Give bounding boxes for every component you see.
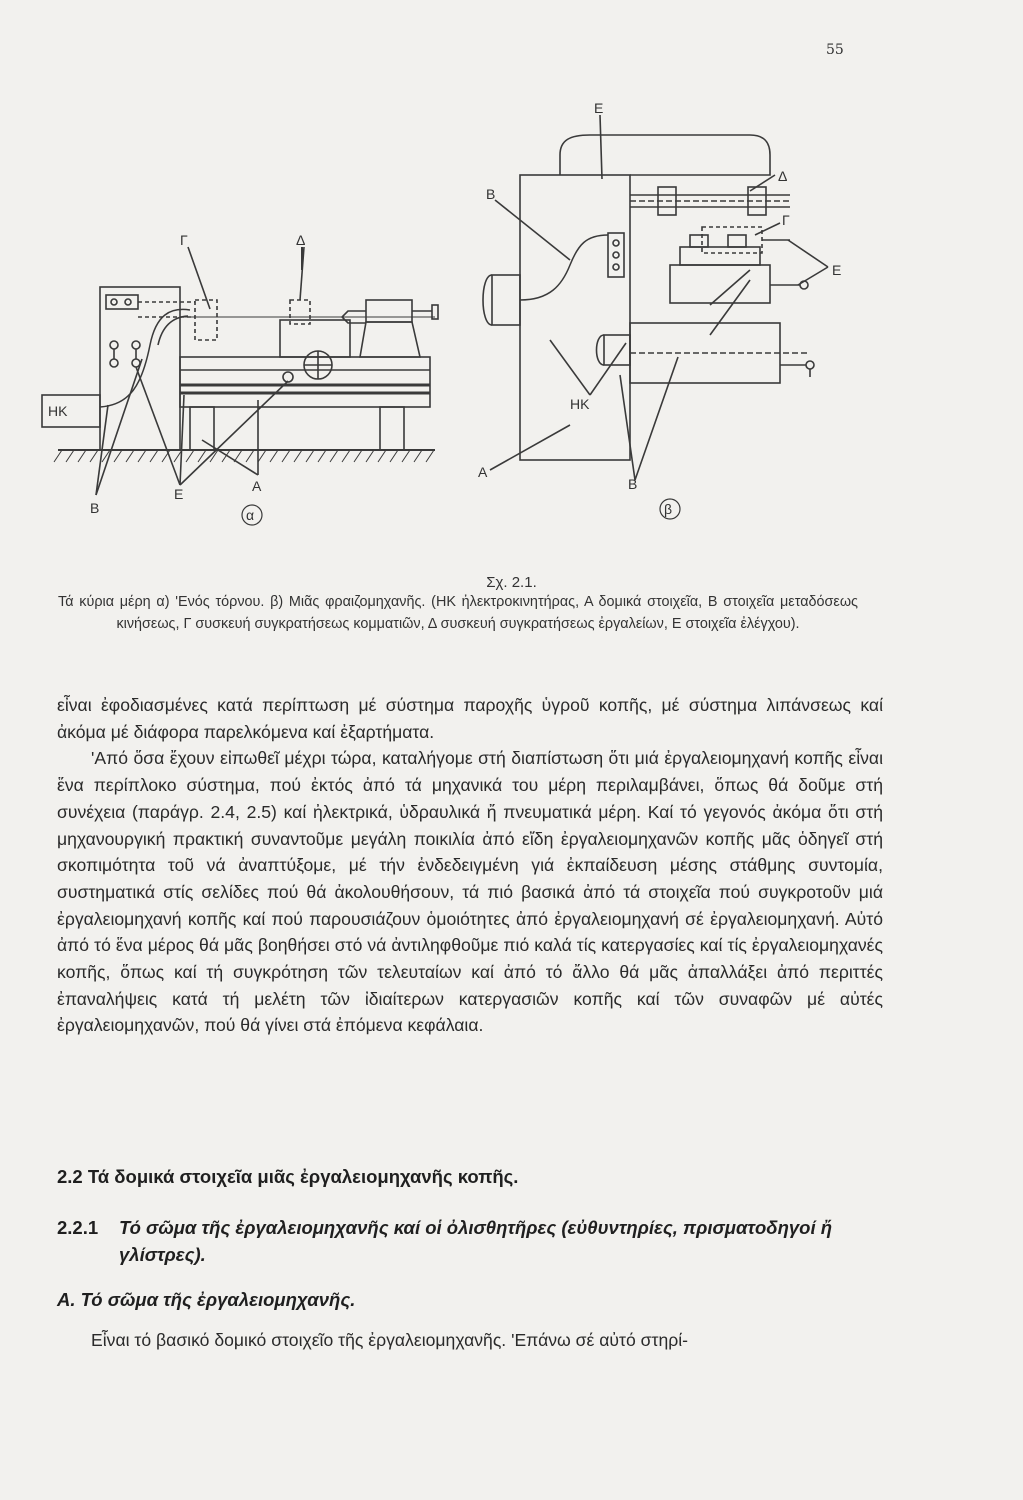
body-text-continued	[57, 1327, 883, 1354]
mill-label-beta-top: Β	[486, 186, 496, 202]
lathe-drawing	[42, 232, 438, 525]
machine-tools-drawing	[30, 95, 900, 555]
mill-drawing	[478, 100, 841, 519]
paragraph-1: εἶναι ἐφοδιασμένες κατά περίπτωση μέ σύστημα παροχῆς ὑγροῦ κοπῆς, μέ σύστημα λιπάνσεως καί ἀκόμα μέ διάφορα παρελκόμενα καί ἐξαρτήματα.	[57, 695, 883, 742]
mill-label-epsilon-right: Ε	[832, 262, 842, 278]
figure-caption-text: Τά κύρια μέρη α) 'Ενός τόρνου. β) Μιᾶς φραιζομηχανῆς. (ΗΚ ἠλεκτροκινητήρας, Α δομικά στοιχεῖα, Β στοιχεῖα μεταδόσεως κινήσεως, Γ συσκευή συγκρατήσεως κομματιῶν, Δ συσκευή συγκρατήσεως ἐργαλείων, Ε στοιχεῖα ἐλέγχου).	[58, 594, 858, 632]
subsubsection-heading: Α. Τό σῶμα τῆς ἐργαλειομηχανῆς.	[57, 1289, 356, 1310]
lathe-label-motor: ΗΚ	[48, 403, 68, 419]
mill-sub-label: β	[664, 501, 673, 517]
paragraph-2: 'Από ὅσα ἔχουν εἰπωθεῖ μέχρι τώρα, καταλήγομε στή διαπίστωση ὅτι μιά ἐργαλειομηχανή κοπῆς εἶναι ἕνα περίπλοκο σύστημα, πού ἐκτός ἀπό τά μηχανικά του μέρη περιλαμβάνει, ὅπως θά δοῦμε στή συνέχεια (παράγρ. 2.4, 2.5) καί ἠλεκτρικά, ὑδραυλικά ἤ πνευματικά μέρη. Καί τό γεγονός ἀκόμα ὅτι στή μηχανουργική πρακτική συναντοῦμε μεγάλη ποικιλία ἀπό εἴδη ἐργαλειομηχανῶν κοπῆς μᾶς ὁδηγεῖ στή σκοπιμότητα τοῦ νά ἀναπτύξομε, μέ τήν ἐνδεδειγμένη γιά ἐκπαίδευση μέσης στάθμης συντομία, συστηματικά στίς σελίδες πού θά ἀκολουθήσουν, τά πιό βασικά ἀπό τά στοιχεῖα πού συγκροτοῦν μιά ἐργαλειομηχανή κοπῆς καί πού παρουσιάζουν ὁμοιότητες ἀπό ἐργαλειομηχανή σέ ἐργαλειομηχανή. Αὐτό ἀπό τό ἕνα μέρος θά μᾶς βοηθήσει στό νά ἀντιληφθοῦμε πιό καλά τίς κατεργασίες καί τίς ἐργαλειομηχανές κοπῆς, ὅπως καί τή συγκρότηση τῶν τελευταίων καί ἀπό τό ἄλλο θά μᾶς ἀπαλλάξει ἀπό περιττές ἐπαναλήψεις κατά τή μελέτη τῶν ἰδιαίτερων κατεργασιῶν κοπῆς καί τῶν συναφῶν μέ αὐτές ἐργαλειομηχανῶν, πού θά γίνει στά ἐπόμενα κεφάλαια.	[57, 748, 883, 1036]
lathe-label-delta: Δ	[296, 232, 306, 248]
page-number: 55	[826, 42, 844, 58]
mill-label-epsilon-top: Ε	[594, 100, 604, 116]
mill-label-gamma: Γ	[782, 212, 790, 228]
lathe-label-beta: Β	[90, 500, 100, 516]
section-heading: 2.2 Τά δομικά στοιχεῖα μιᾶς ἐργαλειομηχανῆς κοπῆς.	[57, 1166, 519, 1187]
subsection-number: 2.2.1	[57, 1217, 99, 1238]
figure-caption-title: Σχ. 2.1.	[486, 574, 537, 591]
lathe-label-gamma: Γ	[180, 232, 188, 248]
subsection-title: Τό σῶμα τῆς ἐργαλειομηχανῆς καί οἱ ὀλισθητῆρες (εὐθυντηρίες, πρισματοδηγοί ἤ γλίστρες).	[119, 1217, 833, 1265]
lathe-sub-label: α	[246, 507, 255, 523]
mill-label-delta: Δ	[778, 168, 788, 184]
figure-2-1	[30, 95, 900, 555]
body-text	[57, 692, 883, 1039]
mill-label-alpha: Α	[478, 464, 488, 480]
mill-label-motor: ΗΚ	[570, 396, 590, 412]
lathe-label-alpha: Α	[252, 478, 262, 494]
paragraph-3: Εἶναι τό βασικό δομικό στοιχεῖο τῆς ἐργαλειομηχανῆς. 'Επάνω σέ αὐτό στηρί-	[91, 1330, 689, 1350]
lathe-label-epsilon: Ε	[174, 486, 184, 502]
subsection-heading	[57, 1214, 897, 1268]
mill-label-beta-bottom: Β	[628, 476, 638, 492]
